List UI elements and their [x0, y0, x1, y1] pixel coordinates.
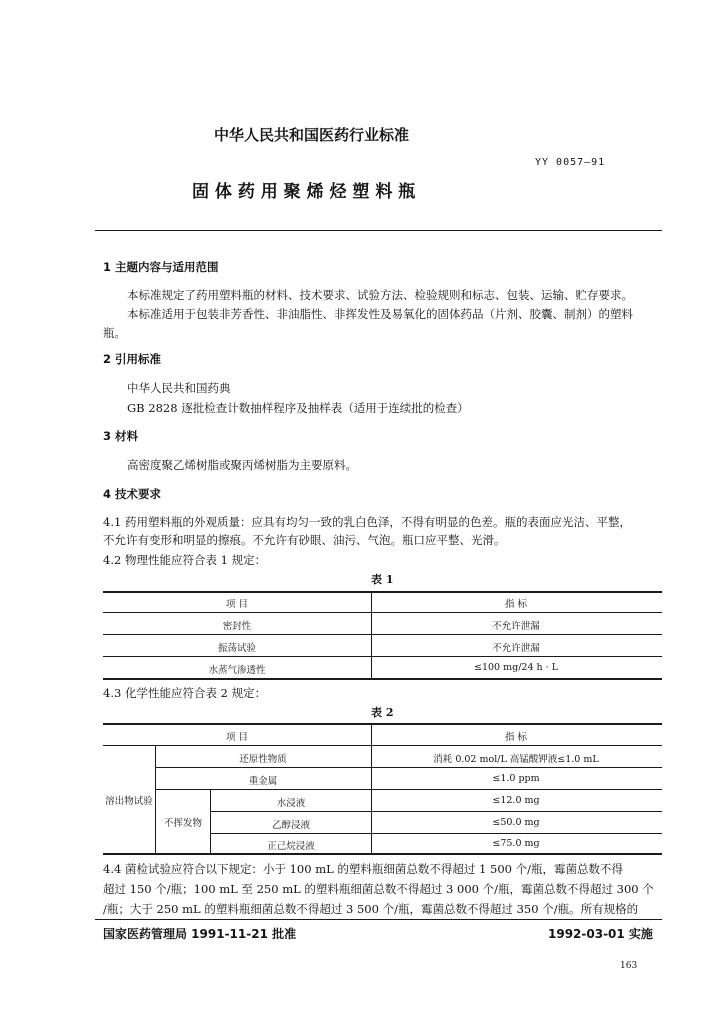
table-2-row-1-item: 还原性物质	[239, 754, 287, 765]
table-1-caption: 表 1	[371, 573, 394, 586]
table-2-row-3-index: ≤12.0 mg	[492, 795, 540, 806]
section-2-heading: 2 引用标准	[103, 352, 162, 366]
table-2-row-5-item: 正己烷浸液	[267, 841, 315, 852]
reference-1: 中华人民共和国药典	[127, 381, 231, 395]
footer-rule	[95, 919, 662, 920]
clause-4-4-line1: 4.4 菌检试验应符合以下规定：小于 100 mL 的塑料瓶细菌总数不得超过 1 500 个/瓶，霉菌总数不得	[103, 862, 624, 876]
section-1-para2-line1: 本标准适用于包装非芳香性、非油脂性、非挥发性及易氧化的固体药品（片剂、胶囊、制剂）的塑料	[127, 307, 633, 321]
table-1-header-index: 指 标	[504, 599, 528, 610]
standard-code: YY 0057—91	[535, 157, 606, 168]
table-1-row-1-index: 不允许泄漏	[492, 621, 540, 632]
table-1-row-2-item: 振荡试验	[217, 643, 257, 654]
page-number: 163	[620, 961, 638, 971]
table-2-header-index: 指 标	[504, 732, 528, 743]
header-rule	[95, 230, 662, 231]
section-3-heading: 3 材料	[103, 429, 139, 443]
table-1-header-item: 项 目	[225, 599, 249, 610]
section-1-para2-line2: 瓶。	[103, 326, 126, 340]
section-1-heading: 1 主题内容与适用范围	[103, 260, 219, 274]
table-2-row-3-item: 水浸液	[276, 798, 306, 809]
clause-4-1-line1: 4.1 药用塑料瓶的外观质量：应具有均匀一致的乳白色泽，不得有明显的色差。瓶的表面应光洁、平整，	[103, 515, 631, 529]
section-1-para1: 本标准规定了药用塑料瓶的材料、技术要求、试验方法、检验规则和标志、包装、运输、贮存要求。	[127, 288, 633, 302]
clause-4-4-line3: /瓶；大于 250 mL 的塑料瓶细菌总数不得超过 3 500 个/瓶，霉菌总数不得超过 350 个/瓶。所有规格的	[103, 902, 639, 916]
clause-4-4-line2: 超过 150 个/瓶；100 mL 至 250 mL 的塑料瓶细菌总数不得超过 3 000 个/瓶，霉菌总数不得超过 300 个	[103, 882, 654, 896]
effective-line: 1992-03-01 实施	[548, 927, 653, 941]
agency-title: 中华人民共和国医药行业标准	[214, 126, 410, 144]
approval-line: 国家医药管理局 1991-11-21 批准	[103, 927, 297, 941]
clause-4-3: 4.3 化学性能应符合表 2 规定：	[103, 686, 267, 700]
table-2-group-label: 溶出物试验	[105, 796, 153, 807]
table-2-row-2-index: ≤1.0 ppm	[492, 773, 540, 784]
table-1-row-1-item: 密封性	[222, 621, 252, 632]
table-2-row-4-index: ≤50.0 mg	[492, 817, 540, 828]
table-1-row-3-item: 水蒸气渗透性	[208, 665, 266, 676]
table-2-row-5-index: ≤75.0 mg	[492, 838, 540, 849]
table-1-row-2-index: 不允许泄漏	[492, 643, 540, 654]
table-2-header-item: 项 目	[225, 732, 249, 743]
clause-4-2: 4.2 物理性能应符合表 1 规定：	[103, 553, 267, 567]
reference-2: GB 2828 逐批检查计数抽样程序及抽样表（适用于连续批的检查）	[127, 401, 469, 415]
table-2-caption: 表 2	[371, 706, 394, 719]
section-3-para: 高密度聚乙烯树脂或聚丙烯树脂为主要原料。	[127, 458, 357, 472]
section-4-heading: 4 技术要求	[103, 487, 162, 501]
doc-title: 固 体 药 用 聚 烯 烃 塑 料 瓶	[192, 182, 416, 202]
table-2-row-4-item: 乙醇浸液	[271, 820, 311, 831]
clause-4-1-line2: 不允许有变形和明显的擦痕。不允许有砂眼、油污、气泡。瓶口应平整、光滑。	[103, 533, 506, 547]
table-2-row-2-item: 重金属	[248, 776, 278, 787]
table-2-row-1-index: 消耗 0.02 mol/L 高锰酸钾液≤1.0 mL	[433, 754, 599, 765]
table-1-row-3-index: ≤100 mg/24 h · L	[474, 662, 558, 673]
table-2-subgroup-label: 不挥发物	[163, 818, 203, 829]
